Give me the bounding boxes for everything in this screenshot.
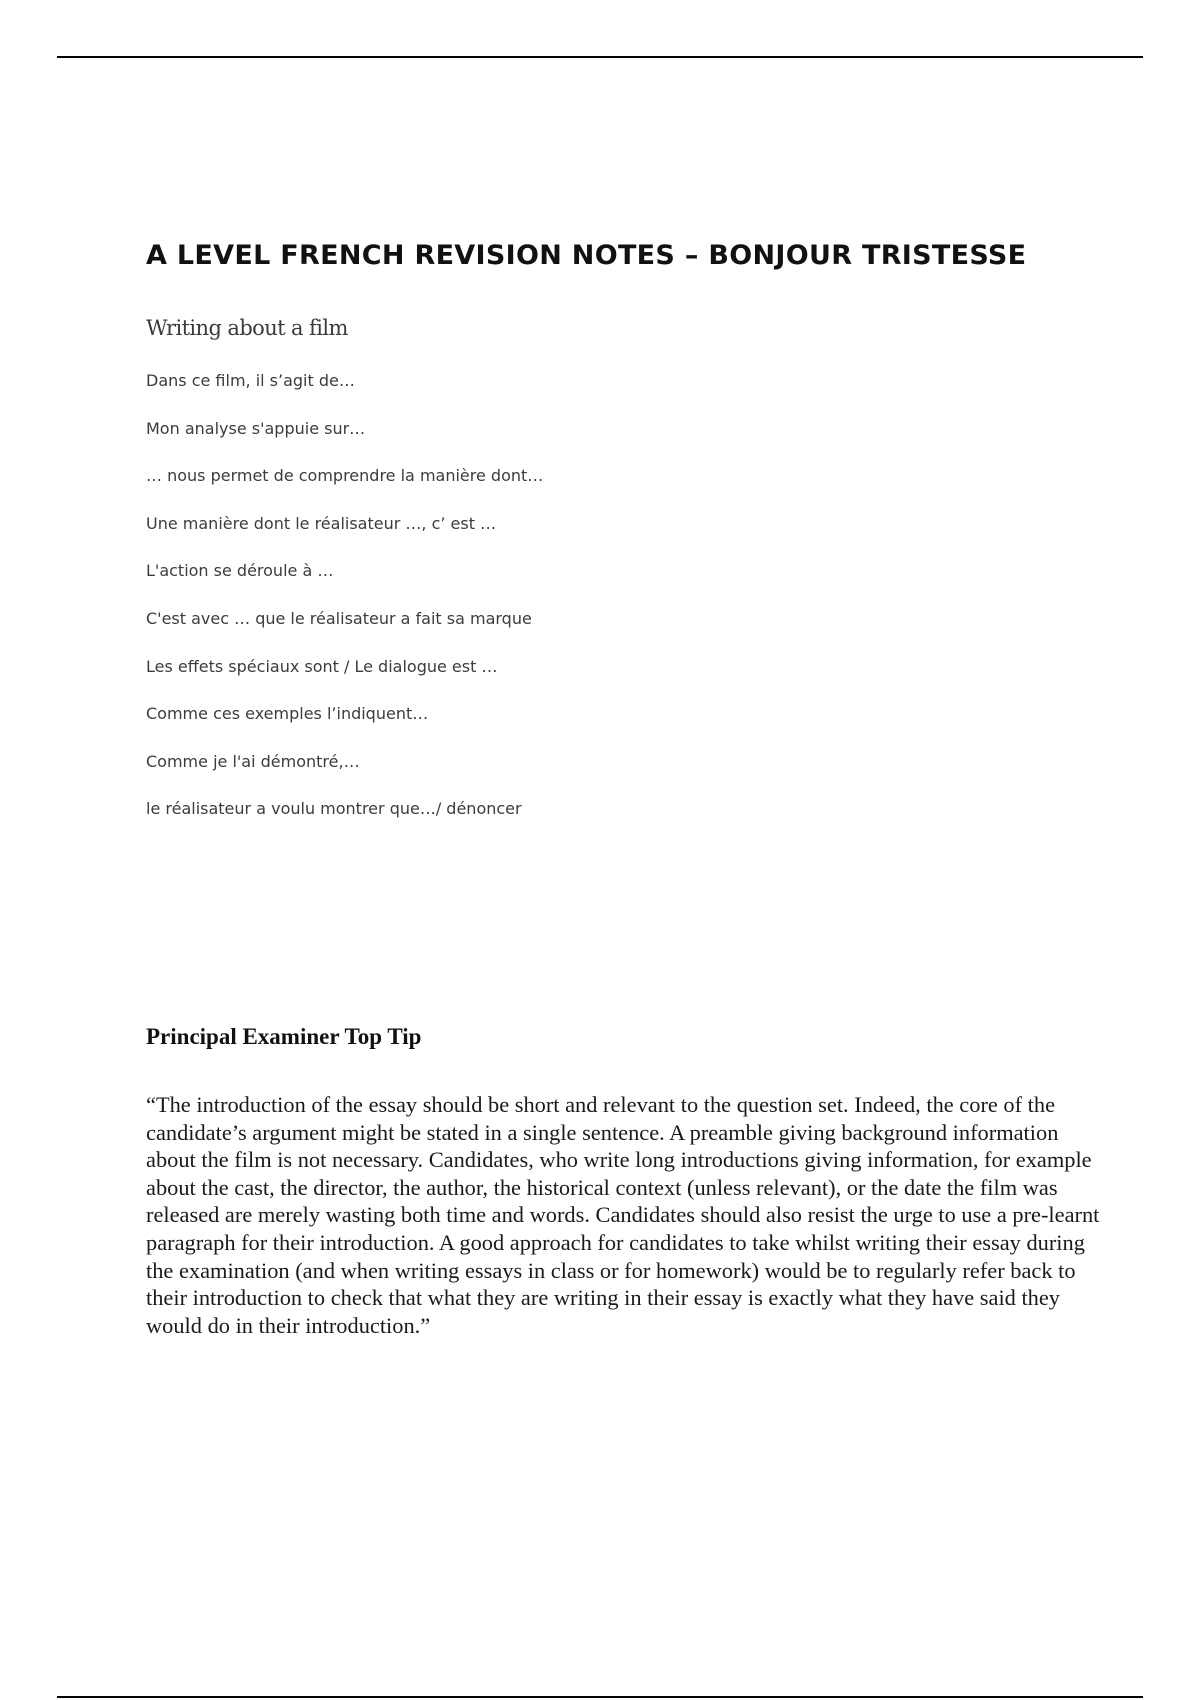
bottom-divider [57, 1696, 1143, 1698]
phrase-item: Les effets spéciaux sont / Le dialogue est … [146, 656, 498, 676]
phrase-item: Dans ce film, il s’agit de… [146, 371, 355, 390]
top-divider [57, 56, 1143, 58]
phrase-item: … nous permet de comprendre la manière dont… [146, 466, 544, 486]
section-heading: Writing about a film [146, 316, 348, 340]
phrase-list [146, 370, 543, 846]
phrase-item: L'action se déroule à … [146, 561, 334, 581]
phrase-item: Comme ces exemples l’indiquent… [146, 704, 429, 724]
phrase-item: Une manière dont le réalisateur …, c’ est … [146, 513, 497, 533]
tip-heading: Principal Examiner Top Tip [146, 1024, 422, 1049]
phrase-item: le réalisateur a voulu montrer que…/ dénoncer [146, 799, 522, 819]
phrase-item: Mon analyse s'appuie sur… [146, 418, 366, 438]
phrase-item: Comme je l'ai démontré,… [146, 751, 360, 771]
phrase-item: C'est avec … que le réalisateur a fait sa marque [146, 608, 532, 628]
document-title: A LEVEL FRENCH REVISION NOTES – BONJOUR TRISTESSE [146, 240, 1027, 271]
tip-quote: “The introduction of the essay should be short and relevant to the question set. Indeed, the core of the candidate’s argument might be stated in a single sentence. A preamble giving background information about the film is not necessary. Candidates, who write long introductions giving information, for example about the cast, the director, the author, the historical context (unless relevant), or the date the film was released are merely wasting both time and words. Candidates should also resist the urge to use a pre-learnt paragraph for their introduction. A good approach for candidates to take whilst writing their essay during the examination (and when writing essays in class or for homework) would be to regularly refer back to their introduction to check that what they are writing in their essay is exactly what they have said they would do in their introduction.” [146, 1092, 1100, 1338]
